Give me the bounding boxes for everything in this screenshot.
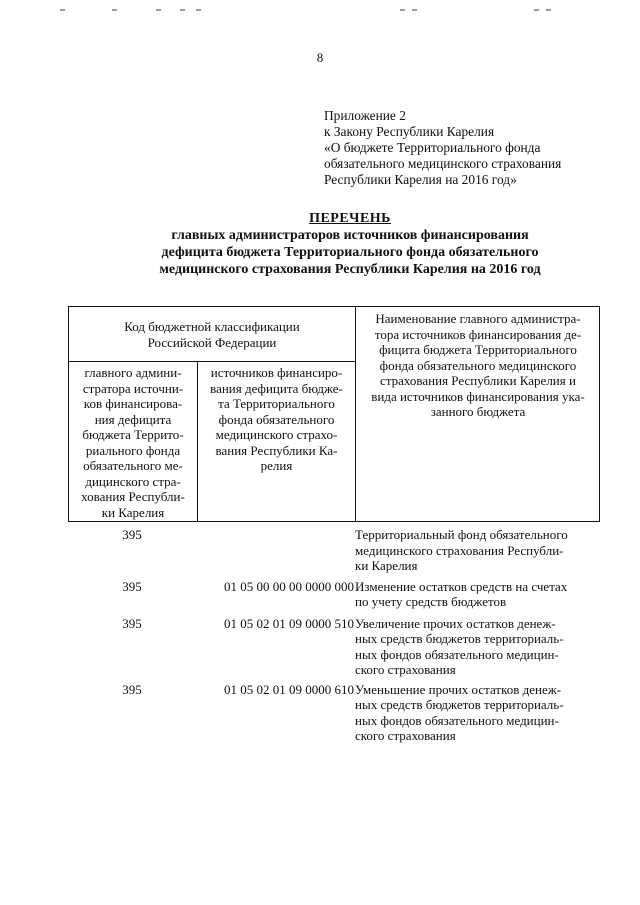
header-divider [69,361,355,362]
admin-code-cell: 395 [122,681,142,697]
name-cell: Территориальный фонд обязательного медицинского страхования Республи- ки Карелия [355,527,568,573]
admin-code-cell: 395 [122,578,142,594]
title-line: главных администраторов источников финансирования [171,228,529,243]
page-number: 8 [316,50,324,65]
budget-code-cell: 01 05 02 01 09 0000 510 [224,615,354,631]
budget-code-cell: 01 05 02 01 09 0000 610 [224,681,354,697]
name-cell: Уменьшение прочих остатков денеж- ных средств бюджетов территориаль- ных фондов обязательного медицин- ского страхования [355,681,564,743]
name-cell: Увеличение прочих остатков денеж- ных средств бюджетов территориаль- ных фондов обязательного медицин- ского страхования [355,615,564,677]
table-row [68,579,600,610]
scan-artifact-marks [60,9,580,13]
title-line: дефицита бюджета Территориального фонда обязательного [161,245,539,260]
title-main: ПЕРЕЧЕНЬ [309,211,391,226]
appendix-line: к Закону Республики Карелия [324,124,495,139]
document-title [60,210,640,278]
header-source-column: источников финансиро- вания дефицита бюдже- та Территориального фонда обязательного медицинского страхо- вания Республики Ка- релия [210,365,343,473]
name-cell: Изменение остатков средств на счетах по учету средств бюджетов [355,578,568,609]
admin-code-cell: 395 [122,615,142,631]
budget-code-cell: 01 05 00 00 00 0000 000 [224,578,354,594]
table-header [68,306,600,522]
admin-code-cell: 395 [122,527,142,542]
header-admin-column: главного админи- стратора источни- ков финансирова- ния дефицита бюджета Террито- риального фонда обязательного ме- дицинского стра- хования Республи- ки Карелия [81,365,185,520]
table-row [68,616,600,678]
table-row [68,527,600,574]
appendix-line: обязательного медицинского страхования [324,156,562,171]
header-name-column: Наименование главного администра- тора источников финансирования де- фицита бюджета Территориального фонда обязательного медицинского страхования Республики Карелия и вида источников финансирования ука- занного бюджета [371,311,585,419]
appendix-line: «О бюджете Территориального фонда [324,140,541,155]
title-line: медицинского страхования Республики Карелия на 2016 год [159,262,541,277]
appendix-line: Приложение 2 [324,108,406,123]
table-row [68,682,600,744]
header-code-group: Код бюджетной классификации Российской Федерации [124,319,300,350]
table-body [68,527,600,744]
appendix-line: Республики Карелия на 2016 год» [324,172,517,187]
appendix-reference [324,108,624,188]
